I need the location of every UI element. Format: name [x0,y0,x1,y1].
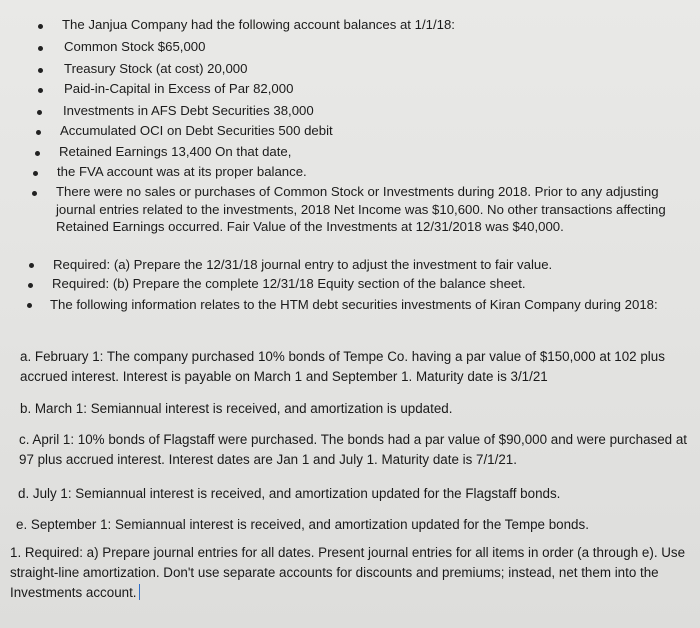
bullet-item: Accumulated OCI on Debt Securities 500 debit [60,123,333,138]
item-d: d. July 1: Semiannual interest is received, and amortization updated for the Flagstaff bonds. [18,486,561,501]
bullet-item: There were no sales or purchases of Common Stock or Investments during 2018. Prior to any adjusting journal entries related to the investments, 2018 Net Income was $10,600. No other transactions affecting Retained Earnings occurred. Fair Value of the Investments at 12/31/2018 was $40,000. [56,184,666,234]
bullet-dot [38,68,43,73]
bullet-dot [38,24,43,29]
item-c: c. April 1: 10% bonds of Flagstaff were purchased. The bonds had a par value of $90,000 and were purchased at 97 plus accrued interest. Interest dates are Jan 1 and July 1. Maturity date is 7/1/21. [19,432,687,467]
bullet-item: The Janjua Company had the following account balances at 1/1/18: [62,17,455,32]
bullet-dot [27,303,32,308]
bullet-item: Required: (a) Prepare the 12/31/18 journal entry to adjust the investment to fair value. [53,257,553,272]
bullet-item: Paid-in-Capital in Excess of Par 82,000 [64,81,294,96]
bullet-item: the FVA account was at its proper balance. [57,164,307,179]
bullet-dot [29,263,34,268]
bullet-dot [38,88,43,93]
bullet-item: Treasury Stock (at cost) 20,000 [64,61,248,76]
bullet-dot [32,191,37,196]
bullet-item: Common Stock $65,000 [64,39,206,54]
bullet-item: The following information relates to the HTM debt securities investments of Kiran Company during 2018: [50,297,658,312]
bullet-dot [38,46,43,51]
bullet-dot [28,283,33,288]
item-a: a. February 1: The company purchased 10% bonds of Tempe Co. having a par value of $150,000 at 102 plus accrued interest. Interest is payable on March 1 and September 1. Maturity date is 3/1/21 [20,349,665,384]
bullet-dot [37,110,42,115]
text-cursor [139,584,140,600]
bullet-dot [35,151,40,156]
item-b: b. March 1: Semiannual interest is received, and amortization is updated. [20,401,453,416]
required-paragraph [10,543,700,603]
bullet-item: Required: (b) Prepare the complete 12/31/18 Equity section of the balance sheet. [52,276,526,291]
bullet-item: Retained Earnings 13,400 On that date, [59,144,292,159]
required-text: 1. Required: a) Prepare journal entries for all dates. Present journal entries for all items in order (a through e). Use straight-line amortization. Don't use separate accounts for discounts and premiums; instead, net them into the Investments account. [10,545,686,600]
item-e: e. September 1: Semiannual interest is received, and amortization updated for the Tempe bonds. [16,517,589,532]
bullet-item: Investments in AFS Debt Securities 38,000 [63,103,314,118]
bullet-dot [36,130,41,135]
bullet-dot [33,171,38,176]
